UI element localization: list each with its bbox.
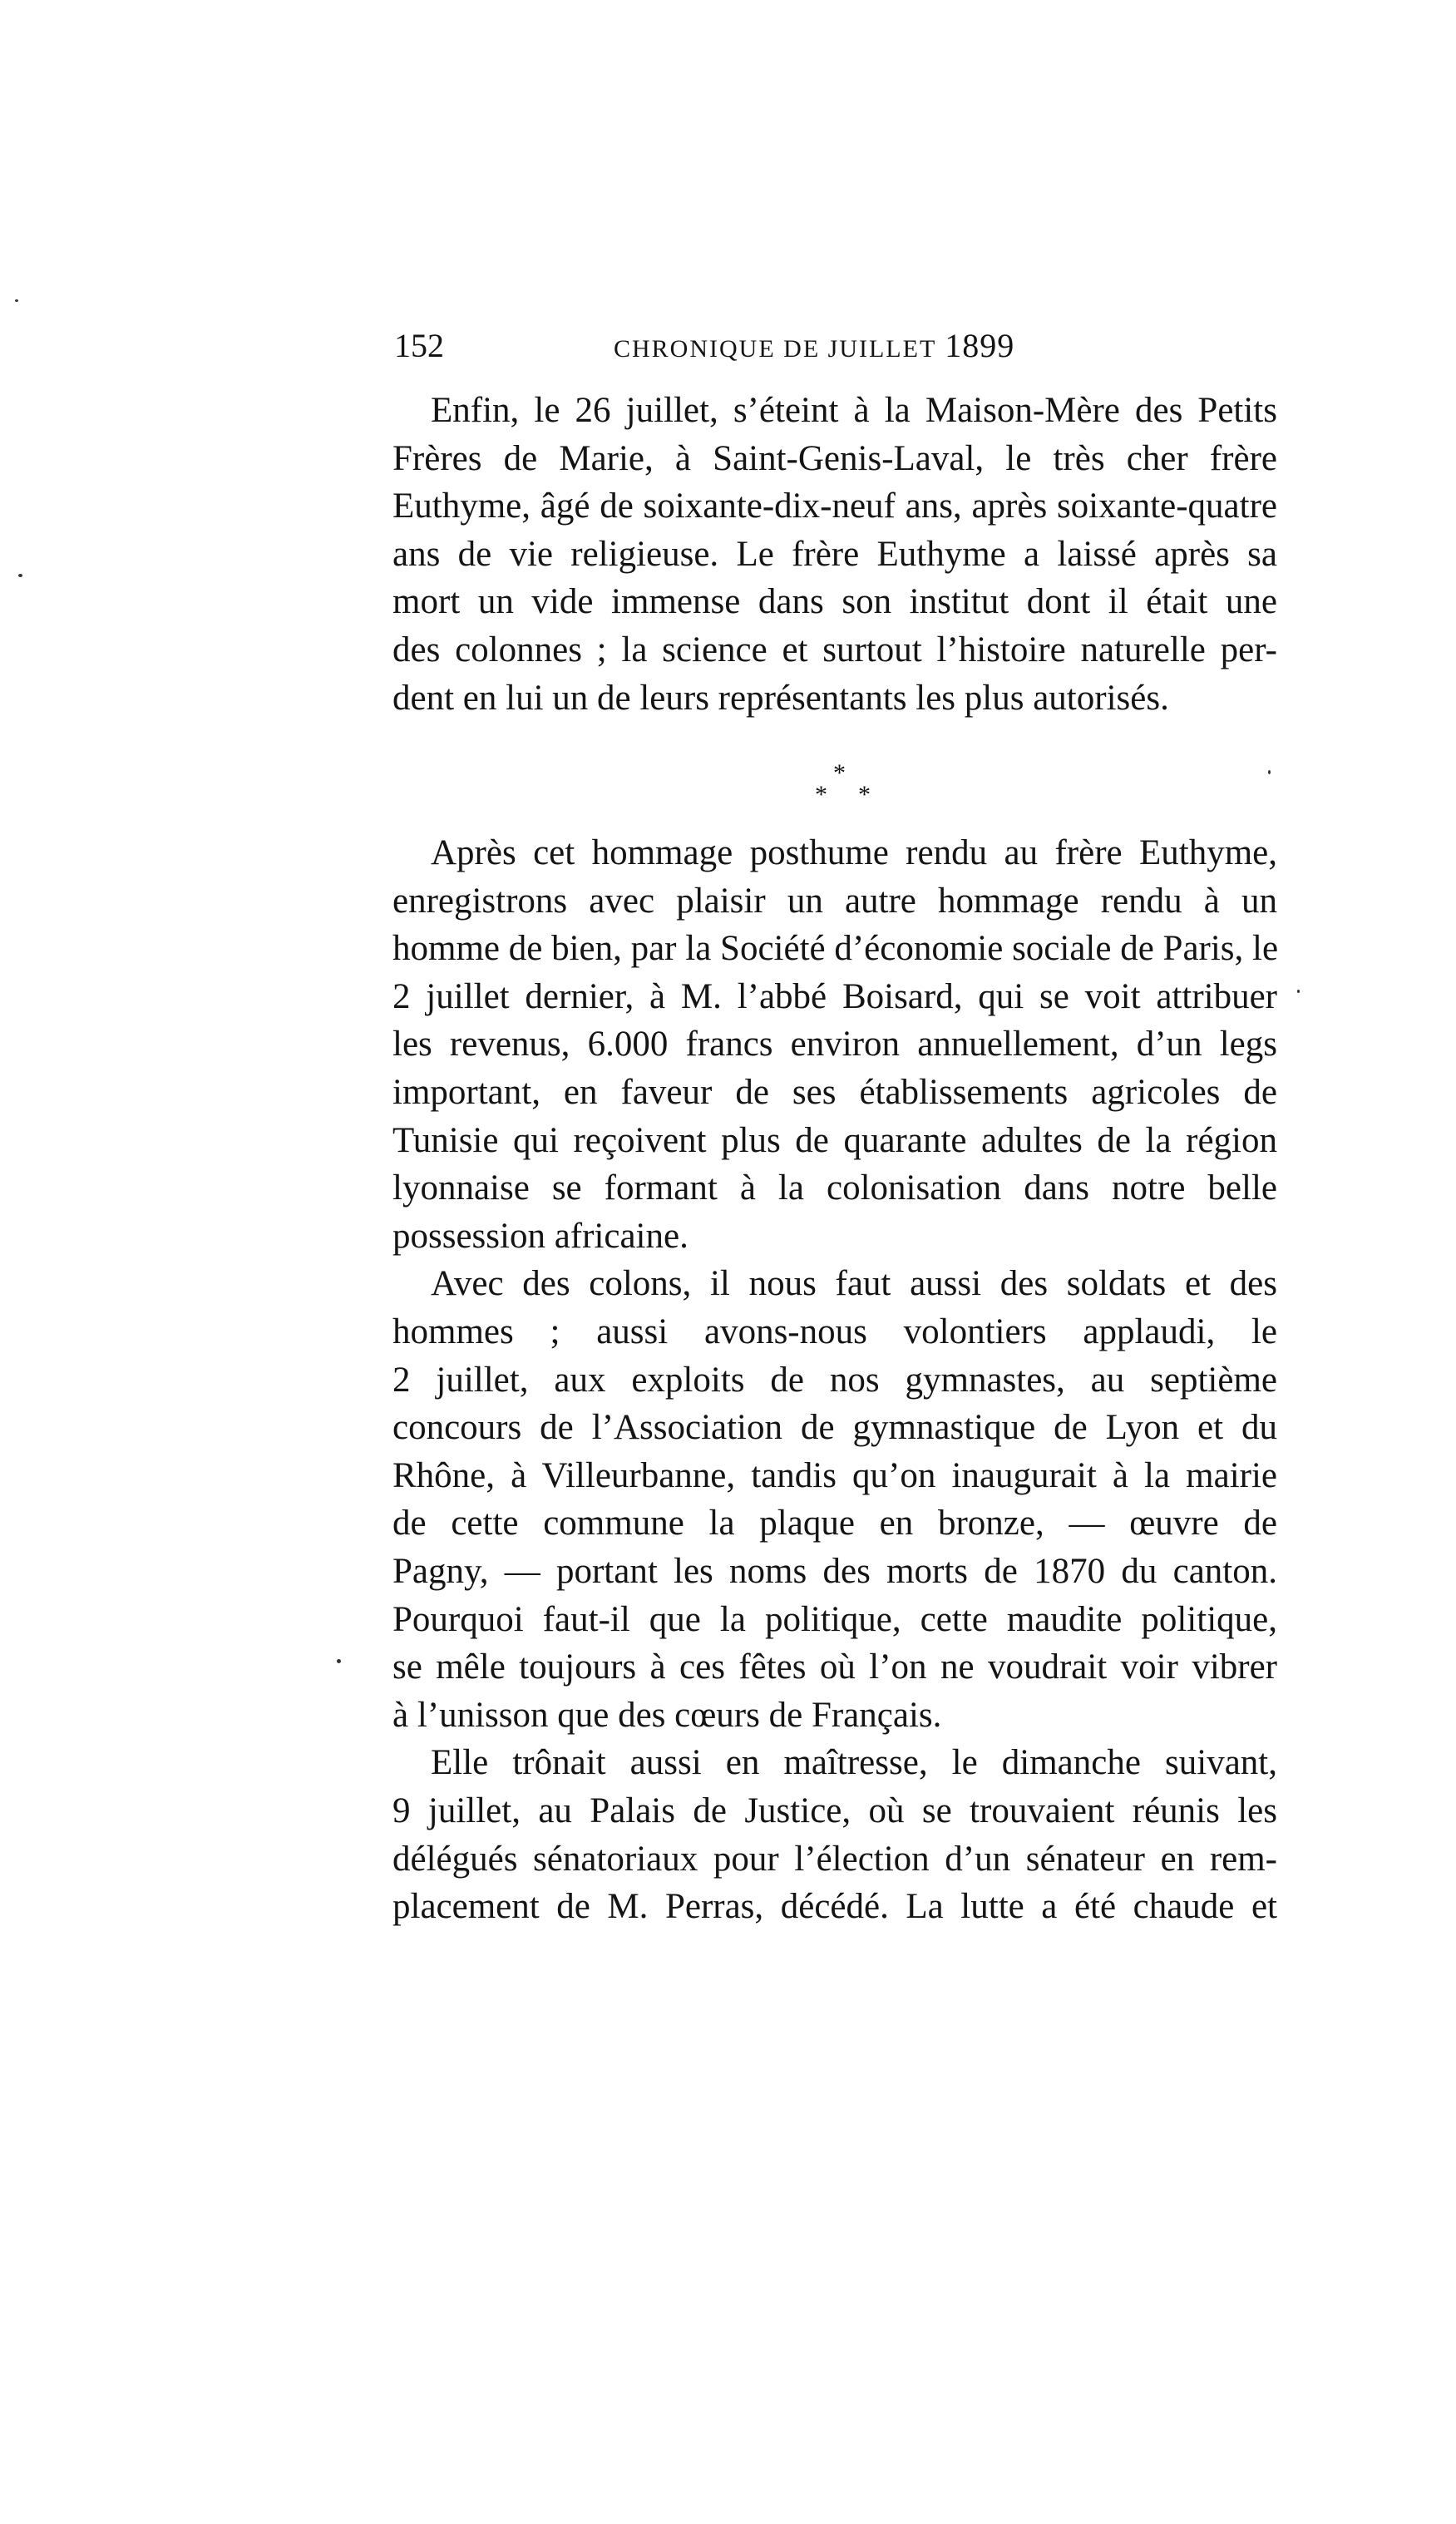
text-line: Euthyme, âgé de soixante-dix-neuf ans, après soixante-quatre [392, 487, 1277, 526]
text-line: placement de M. Perras, décédé. La lutte a été chaude et [392, 1887, 1277, 1926]
text-line: Avec des colons, il nous faut aussi des soldats et des [431, 1264, 1277, 1303]
text-line: Frères de Marie, à Saint-Genis-Laval, le très cher frère [392, 439, 1277, 478]
scan-speck [15, 299, 18, 302]
asterism-separator [811, 761, 877, 811]
running-title [614, 326, 1014, 369]
asterisk-icon: * [815, 781, 827, 808]
text-line: 2 juillet, aux exploits de nos gymnastes, au septième [392, 1361, 1277, 1400]
text-line: homme de bien, par la Société d’économie sociale de Paris, le [392, 929, 1279, 968]
text-line: se mêle toujours à ces fêtes où l’on ne voudrait voir vibrer [392, 1647, 1277, 1687]
text-line: ans de vie religieuse. Le frère Euthyme a laissé après sa [392, 535, 1277, 574]
text-line: de cette commune la plaque en bronze, — œuvre de [392, 1504, 1277, 1543]
text-line: possession africaine. [392, 1217, 689, 1256]
scan-speck [18, 574, 22, 577]
scan-speck [337, 1659, 341, 1663]
text-line: Enfin, le 26 juillet, s’éteint à la Maison-Mère des Petits [431, 391, 1277, 430]
text-line: Rhône, à Villeurbanne, tandis qu’on inaugurait à la mairie [392, 1456, 1277, 1495]
text-line: délégués sénatoriaux pour l’élection d’un sénateur en rem- [392, 1840, 1277, 1879]
scan-speck [1297, 990, 1300, 993]
text-line: à l’unisson que des cœurs de Français. [392, 1696, 942, 1735]
text-line: 9 juillet, au Palais de Justice, où se trouvaient réunis les [392, 1791, 1277, 1830]
text-line: mort un vide immense dans son institut dont il était une [392, 582, 1277, 621]
running-title-text: CHRONIQUE DE JUILLET [614, 335, 937, 363]
text-line: Tunisie qui reçoivent plus de quarante adultes de la région [392, 1121, 1277, 1160]
text-line: Pagny, — portant les noms des morts de 1870 du canton. [392, 1552, 1277, 1591]
text-line: enregistrons avec plaisir un autre hommage rendu à un [392, 882, 1277, 921]
text-line: hommes ; aussi avons-nous volontiers applaudi, le [392, 1312, 1277, 1351]
text-line: lyonnaise se formant à la colonisation dans notre belle [392, 1168, 1277, 1208]
text-line: 2 juillet dernier, à M. l’abbé Boisard, qui se voit attribuer [392, 977, 1277, 1016]
text-line: Après cet hommage posthume rendu au frère Euthyme, [431, 833, 1277, 872]
running-title-year: 1899 [945, 327, 1015, 364]
asterisk-icon: * [833, 759, 846, 787]
text-line: concours de l’Association de gymnastique de Lyon et du [392, 1408, 1277, 1447]
text-line: des colonnes ; la science et surtout l’histoire naturelle per- [392, 630, 1277, 669]
text-line: Elle trônait aussi en maîtresse, le dimanche suivant, [431, 1743, 1277, 1782]
text-line: Pourquoi faut-il que la politique, cette maudite politique, [392, 1600, 1277, 1639]
text-line: les revenus, 6.000 francs environ annuellement, d’un legs [392, 1025, 1277, 1064]
asterisk-icon: * [858, 781, 871, 808]
running-head [392, 326, 1277, 368]
scan-speck [1268, 770, 1271, 774]
page-number: 152 [394, 327, 444, 364]
text-line: dent en lui un de leurs représentants les plus autorisés. [392, 679, 1169, 718]
text-line: important, en faveur de ses établissements agricoles de [392, 1073, 1277, 1112]
